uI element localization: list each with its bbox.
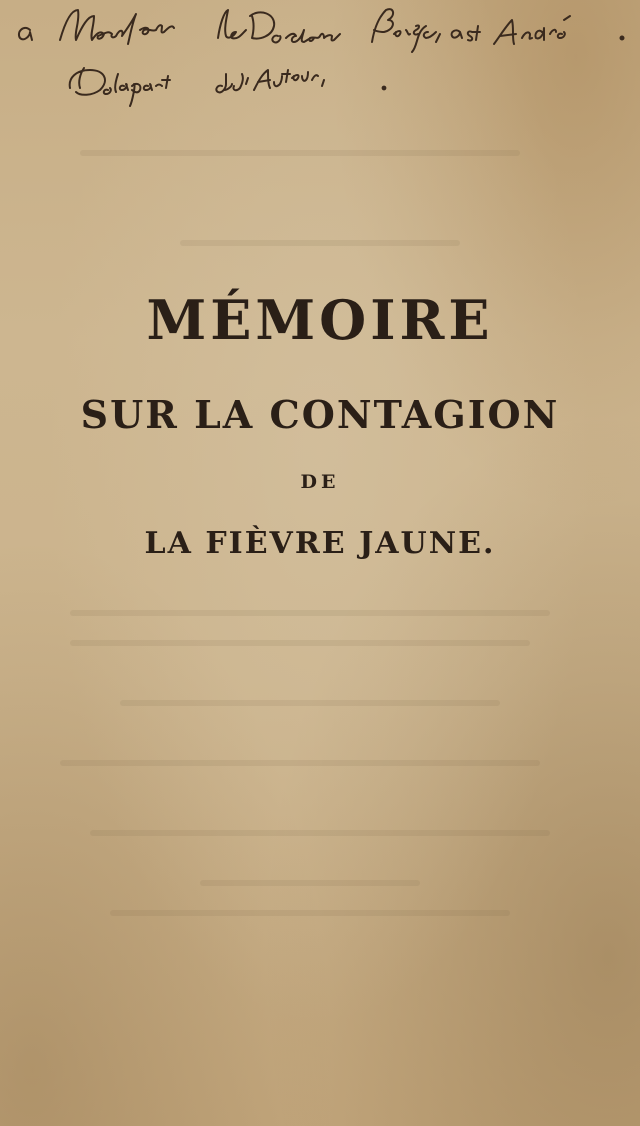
dedication-stroke [216, 70, 324, 92]
dedication-stroke [60, 10, 174, 44]
bleed-through-line [80, 150, 520, 156]
bleed-through-line [200, 880, 420, 886]
book-title: MÉMOIRE [146, 288, 494, 352]
dedication-stroke [621, 37, 624, 40]
title-connector: DE [300, 471, 340, 493]
book-subtitle: SUR LA CONTAGION [80, 392, 560, 437]
dedication-stroke [19, 28, 32, 40]
handwritten-dedication [0, 0, 640, 130]
dedication-stroke [218, 10, 246, 38]
bleed-through-line [70, 610, 550, 616]
book-subject: LA FIÈVRE JAUNE. [144, 526, 496, 561]
bleed-through-line [90, 830, 550, 836]
dedication-stroke [70, 68, 170, 106]
bleed-through-line [110, 910, 510, 916]
bleed-through-line [60, 760, 540, 766]
dedication-stroke [383, 87, 386, 90]
bleed-through-line [180, 240, 460, 246]
dedication-stroke [452, 16, 570, 44]
bleed-through-line [70, 640, 530, 646]
bleed-through-line [120, 700, 500, 706]
dedication-stroke [372, 9, 440, 52]
dedication-stroke [250, 12, 340, 42]
